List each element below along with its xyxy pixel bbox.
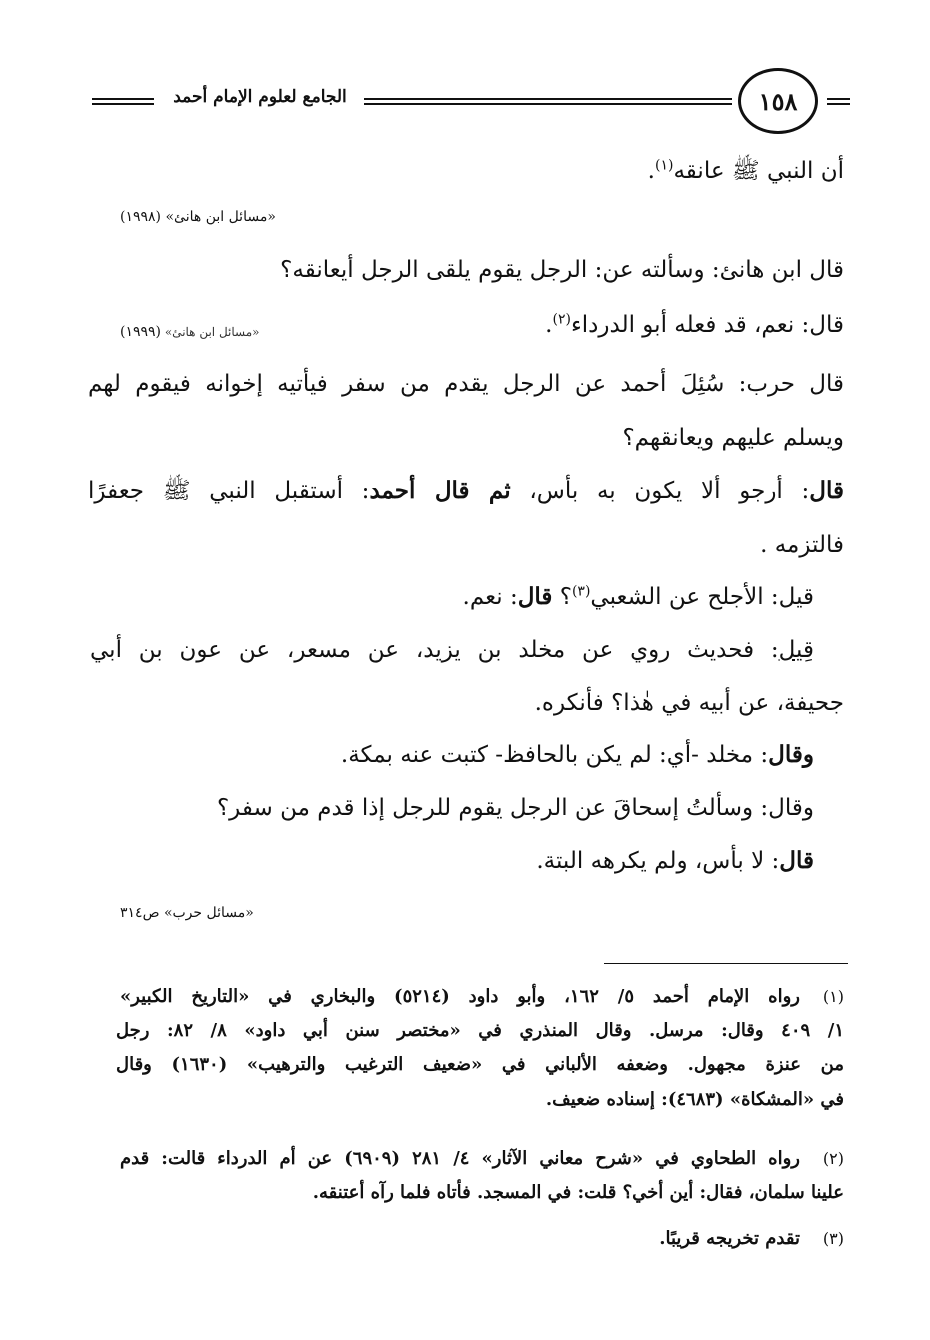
source-citation-1: «مسائل ابن هانئ» (١٩٩٨) (120, 209, 276, 225)
line-text: أن النبي ﷺ عانقه (673, 158, 844, 184)
footnote-ref-3: (٣) (571, 583, 591, 600)
body-line-4: قال حرب: سُئِلَ أحمد عن الرجل يقدم من سفر فيأتيه إخوانه فيقوم لهم (88, 371, 844, 397)
body-line-1 (648, 156, 844, 186)
speaker-label: قال (779, 847, 814, 874)
speaker-label: قال (809, 477, 844, 504)
body-line-10: جحيفة، عن أبيه في هٰذا؟ فأنكره. (534, 690, 844, 716)
body-line-13 (536, 846, 814, 876)
footnote-2-line-1: رواه الطحاوي في «شرح معاني الآثار» ٤/ ٢٨١ (٦٩٠٩) عن أم الدرداء قالت: قدم (120, 1148, 800, 1169)
footnote-1-line-3: من عنزة مجهول. وضعفه الألباني في «ضعيف الترغيب والترهيب» (١٦٣٠) وقال (116, 1054, 844, 1075)
body-line-11 (341, 740, 814, 770)
body-line-6 (88, 476, 844, 506)
speaker-label: ثم قال أحمد (369, 477, 511, 504)
line-text: : أرجو ألا يكون به بأس، (510, 478, 810, 504)
speaker-label: قال (517, 583, 553, 610)
body-line-3 (545, 310, 844, 340)
footnote-1-line-2: ١/ ٤٠٩ وقال: مرسل. وقال المنذري في «مختصر سنن أبي داود» ٨/ ٨٢: رجل (116, 1020, 844, 1041)
line-text: : لا بأس، ولم يكرهه البتة. (536, 848, 780, 874)
footnote-number-1: (١) (822, 987, 844, 1006)
header-rule-middle (364, 98, 732, 105)
speaker-label: قِيل (778, 637, 814, 663)
body-line-2: قال ابن هانئ: وسألته عن: الرجل يقوم يلقى الرجل أيعانقه؟ (280, 257, 844, 283)
line-text: . (545, 312, 553, 338)
header-rule-left (92, 98, 154, 105)
source-name: «مسائل ابن هانئ» (164, 325, 260, 339)
line-text: قال: نعم، قد فعله أبو الدرداء (570, 312, 844, 338)
source-citation-3: «مسائل حرب» ص٣١٤ (120, 905, 254, 921)
footnote-3-line-1: تقدم تخريجه قريبًا. (659, 1228, 800, 1249)
line-text: ؟ (552, 584, 572, 610)
body-line-8 (463, 582, 814, 612)
line-text: : نعم. (462, 584, 518, 610)
line-text: قيل: الأجلح عن الشعبي (590, 584, 814, 610)
footnote-number-3: (٣) (822, 1229, 844, 1248)
page-number: ١٥٨ (738, 68, 818, 134)
line-text: . (647, 158, 655, 184)
footnote-ref-2: (٢) (552, 311, 571, 328)
footnote-1-line-1: رواه الإمام أحمد ٥/ ١٦٢، وأبو داود (٥٢١٤) والبخاري في «التاريخ الكبير» (120, 986, 800, 1007)
line-text: : فحديث روي عن مخلد بن يزيد، عن مسعر، عن عون بن أبي (90, 637, 779, 663)
footnote-separator (604, 963, 848, 964)
footnote-number-2: (٢) (822, 1149, 844, 1168)
body-line-5: ويسلم عليهم ويعانقهم؟ (622, 425, 844, 451)
footnote-1-line-4: في «المشكاة» (٤٦٨٣): إسناده ضعيف. (545, 1089, 844, 1110)
running-title: الجامع لعلوم الإمام أحمد (173, 87, 347, 107)
page-header (92, 68, 850, 138)
header-rule-right (827, 98, 850, 105)
source-citation-2 (120, 322, 260, 342)
body-line-12: وقال: وسألتُ إسحاقَ عن الرجل يقوم للرجل إذا قدم من سفر؟ (216, 795, 814, 821)
footnote-ref-1: (١) (654, 157, 674, 174)
footnote-2-line-2: علينا سلمان، فقال: أين أخي؟ قلت: في المسجد. فأتاه فلما رآه أعتنقه. (312, 1182, 844, 1203)
body-line-9 (90, 635, 814, 665)
line-text: : مخلد -أي: لم يكن بالحافظ- كتبت عنه بمكة. (340, 742, 769, 768)
speaker-label: وقال (768, 741, 814, 768)
source-number: (١٩٩٩) (120, 324, 162, 340)
line-text: : أستقبل النبي ﷺ جعفرًا (88, 478, 370, 504)
body-line-7: فالتزمه . (760, 532, 844, 558)
